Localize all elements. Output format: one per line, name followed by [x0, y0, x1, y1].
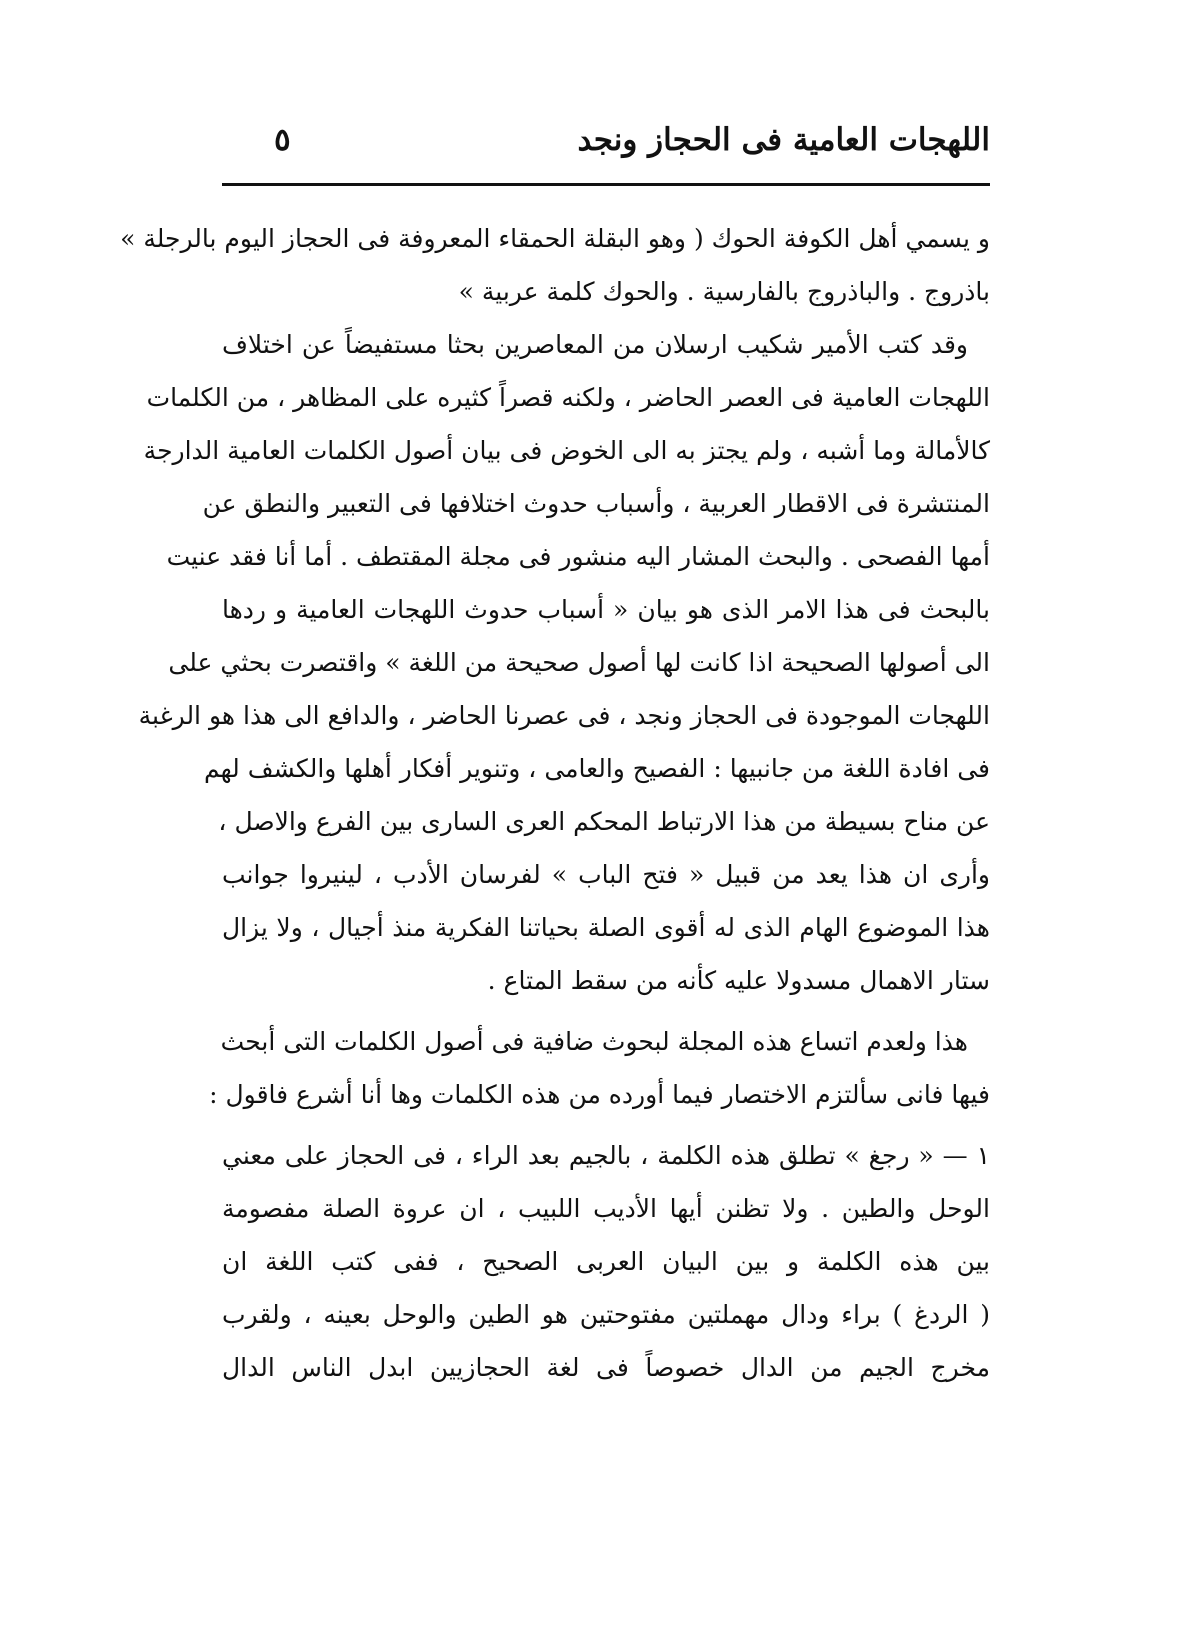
text-line: فيها فانى سألتزم الاختصار فيما أورده من هذه الكلمات وها أنا أشرع فاقول : — [209, 1080, 990, 1109]
text-line: كالأمالة وما أشبه ، ولم يجتز به الى الخوض فى بيان أصول الكلمات العامية الدارجة — [143, 436, 990, 465]
text-line: بالبحث فى هذا الامر الذى هو بيان « أسباب حدوث اللهجات العامية و ردها — [222, 595, 990, 624]
text-line: فى افادة اللغة من جانبيها : الفصيح والعامى ، وتنوير أفكار أهلها والكشف لهم — [203, 754, 990, 783]
text-line: باذروج . والباذروج بالفارسية . والحوك كلمة عربية » — [458, 277, 990, 306]
paragraph-3 — [209, 1015, 990, 1121]
text-line: ستار الاهمال مسدولا عليه كأنه من سقط المتاع . — [487, 966, 990, 995]
text-line: و يسمي أهل الكوفة الحوك ( وهو البقلة الحمقاء المعروفة فى الحجاز اليوم بالرجلة » — [120, 224, 990, 253]
text-line: اللهجات الموجودة فى الحجاز ونجد ، فى عصرنا الحاضر ، والدافع الى هذا هو الرغبة — [138, 701, 990, 730]
text-line: ١ — « رجغ » تطلق هذه الكلمة ، بالجيم بعد الراء ، فى الحجاز على معني — [222, 1141, 990, 1170]
page-number: ٥ — [274, 122, 291, 158]
text-line: هذا الموضوع الهام الذى له أقوى الصلة بحياتنا الفكرية منذ أجيال ، ولا يزال — [222, 913, 990, 942]
paragraph-1 — [120, 212, 990, 318]
text-line: مخرج الجيم من الدال خصوصاً فى لغة الحجازيين ابدل الناس الدال — [222, 1353, 990, 1382]
running-title: اللهجات العامية فى الحجاز ونجد — [577, 122, 990, 158]
text-line: أمها الفصحى . والبحث المشار اليه منشور فى مجلة المقتطف . أما أنا فقد عنيت — [166, 542, 990, 571]
paragraph-4 — [222, 1129, 990, 1394]
text-line: وأرى ان هذا يعد من قبيل « فتح الباب » لفرسان الأدب ، لينيروا جوانب — [222, 860, 990, 889]
header-divider — [222, 183, 990, 186]
page-body — [120, 212, 990, 1394]
text-line: المنتشرة فى الاقطار العربية ، وأسباب حدوث اختلافها فى التعبير والنطق عن — [202, 489, 990, 518]
text-line: الوحل والطين . ولا تظنن أيها الأديب اللبيب ، ان عروة الصلة مفصومة — [222, 1194, 990, 1223]
text-line: ( الردغ ) براء ودال مهملتين مفتوحتين هو الطين والوحل بعينه ، ولقرب — [222, 1300, 990, 1329]
paragraph-gap — [222, 1007, 990, 1015]
text-line: عن مناح بسيطة من هذا الارتباط المحكم العرى السارى بين الفرع والاصل ، — [218, 807, 990, 836]
paragraph-2 — [138, 318, 990, 1007]
paragraph-gap — [222, 1121, 990, 1129]
text-line: بين هذه الكلمة و بين البيان العربى الصحيح ، ففى كتب اللغة ان — [222, 1247, 990, 1276]
text-line: الى أصولها الصحيحة اذا كانت لها أصول صحيحة من اللغة » واقتصرت بحثي على — [168, 648, 990, 677]
page-header — [222, 118, 990, 174]
text-line: هذا ولعدم اتساع هذه المجلة لبحوث ضافية فى أصول الكلمات التى أبحث — [220, 1027, 968, 1056]
text-line: وقد كتب الأمير شكيب ارسلان من المعاصرين بحثا مستفيضاً عن اختلاف — [222, 330, 968, 359]
text-line: اللهجات العامية فى العصر الحاضر ، ولكنه قصراً كثيره على المظاهر ، من الكلمات — [146, 383, 990, 412]
